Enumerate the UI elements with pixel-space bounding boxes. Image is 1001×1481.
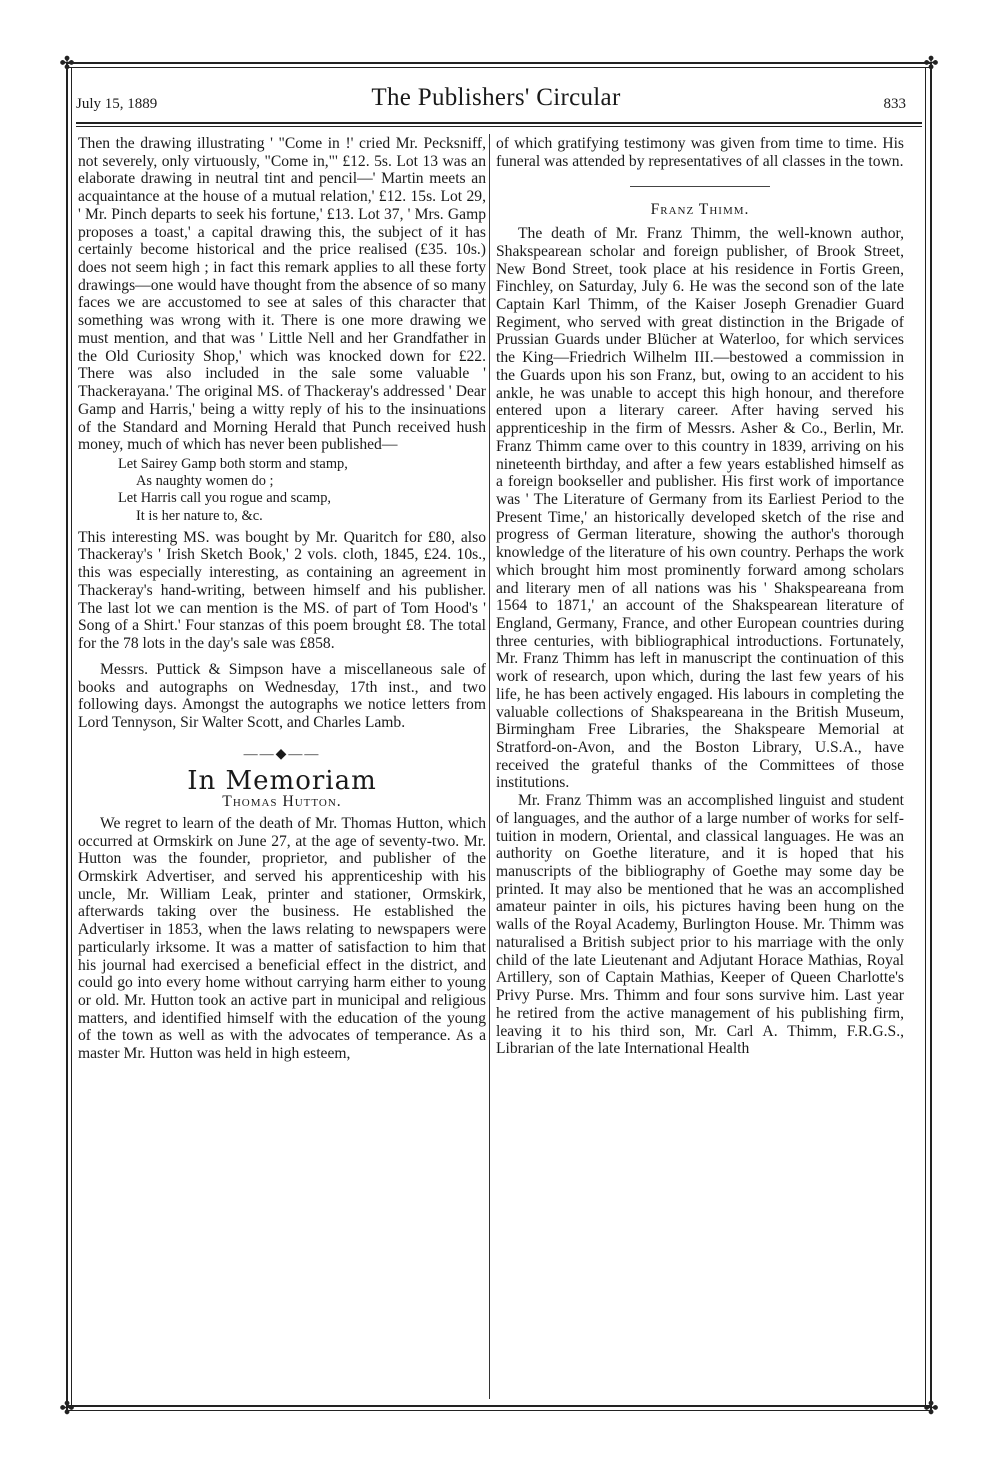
article-paragraph: This interesting MS. was bought by Mr. Quaritch for £80, also Thackeray's ' Irish Sketch Book,' 2 vols. cloth, 1845, £24. 10s., this was especially interesting, as containing an agreement in Thackeray's hand-writing, between himself and his publisher. The last lot we can mention is the MS. of part of Tom Hood's ' Song of a Shirt.' Four stanzas of this poem brought £8. The total for the 78 lots in the day's sale was £858. [78, 528, 486, 653]
header-rule [76, 122, 922, 124]
verse-line: It is her nature to, &c. [136, 507, 263, 524]
left-column [78, 135, 486, 1063]
issue-date: July 15, 1889 [76, 96, 158, 112]
section-ornament-icon: ——◆—— [243, 746, 321, 762]
frame-top-rule [66, 62, 932, 64]
frame-left-rule-inner [71, 67, 72, 1406]
frame-right-rule-inner [925, 67, 926, 1406]
obituary-heading: Thomas Hutton. [222, 793, 342, 811]
verse-line: Let Harris call you rogue and scamp, [118, 490, 331, 507]
verse-line: Let Sairey Gamp both storm and stamp, [118, 455, 348, 472]
article-paragraph: of which gratifying testimony was given from time to time. His funeral was attended by representatives of all classes in the town. [496, 135, 904, 170]
obituary-heading: Franz Thimm. [650, 201, 750, 219]
corner-ornament-icon: ✤ [59, 1398, 75, 1418]
article-paragraph: Mr. Franz Thimm was an accomplished linguist and student of languages, and the author of a large number of works for self-tuition in modern, Oriental, and classical languages. He was an authority on Goethe literature, and it is hoped that his manuscripts of the bibliography of Goethe may some day be printed. It may also be mentioned that he was an accomplished amateur painter in oils, his pictures having been hung on the walls of the Royal Academy, Burlington House. Mr. Thimm was naturalised a British subject prior to his marriage with the only child of the late Lieutenant and Adjutant Horace Mathias, Royal Artillery, son of Captain Mathias, Keeper of Queen Charlotte's Privy Purse. Mrs. Thimm and four sons survive him. Last year he retired from the active management of his publishing firm, leaving it to his third son, Mr. Carl A. Thimm, F.R.G.S., Librarian of the late International Health [496, 792, 904, 1058]
frame-top-rule-inner [66, 67, 932, 68]
page-header [76, 84, 916, 118]
article-paragraph: Then the drawing illustrating ' "Come in !' cried Mr. Pecksniff, not severely, only virtuously, "Come in,"' £12. 5s. Lot 13 was an elaborate drawing in neutral tint and pencil—' Martin meets an acquaintance at the house of a mutual relation,' £12. 15s. Lot 29, ' Mr. Pinch departs to seek his fortune,' £13. Lot 37, ' Mrs. Gamp proposes a toast,' a capital drawing this, the subject of it has certainly become historical and the price realised (£35. 10s.) does not seem high ; in fact this remark applies to all these forty drawings—one would have thought from the absence of so many faces we are accustomed to see at sales of this character that something was wrong with it. There is one more drawing we must mention, and that was ' Little Nell and her Grandfather in the Old Curiosity Shop,' which was knocked down for £22. There was also included in the sale some valuable ' Thackerayana.' The original MS. of Thackeray's addressed ' Dear Gamp and Harris,' being a witty reply of his to the insinuations of the Standard and Morning Herald that Punch received hush money, much of which has never been published— [78, 135, 486, 454]
article-paragraph: Messrs. Puttick & Simpson have a miscellaneous sale of books and autographs on Wednesday, 17th inst., and two following days. Amongst the autographs we notice letters from Lord Tennyson, Sir Walter Scott, and Charles Lamb. [78, 660, 486, 731]
verse-line: As naughty women do ; [136, 473, 274, 490]
frame-left-rule [66, 62, 68, 1411]
corner-ornament-icon: ✤ [923, 1398, 939, 1418]
frame-bottom-rule-inner [66, 1410, 932, 1411]
publication-title: The Publishers' Circular [371, 84, 621, 111]
section-heading: In Memoriam [187, 766, 377, 797]
frame-bottom-rule [66, 1405, 932, 1407]
header-rule-thin [76, 126, 922, 127]
article-paragraph: The death of Mr. Franz Thimm, the well-known author, Shakspearean scholar and foreign publisher, of Brook Street, New Bond Street, took place at his residence in Fortis Green, Finchley, on Saturday, July 6. He was the second son of the late Captain Karl Thimm, of the Kaiser Joseph Grenadier Guard Regiment, who served with great distinction in the Brigade of Prussian Guards under Blücher at Waterloo, for which services the King—Friedrich Wilhelm III.—bestowed a commission in the Guards upon his son Franz, but, owing to an accident to his ankle, he was unable to accept this high honour, and therefore entered upon a literary career. After having served his apprenticeship in the firm of Messrs. Asher & Co., Berlin, Mr. Franz Thimm came over to this country in 1839, arriving on his nineteenth birthday, and after a few years established himself as a foreign bookseller and publisher. His first work of importance was ' The Literature of Germany from its Earliest Period to the Present Time,' an historically developed sketch of the rise and progress of German literature, showing the author's thorough knowledge of the literature of his own country. Perhaps the work which brought him most prominently forward among scholars and literary men of all nations was his ' Shakspeareana from 1564 to 1871,' an account of the Shakspearean literature of England, Germany, France, and other European countries during three centuries, with bibliographical introductions. Fortunately, Mr. Franz Thimm has left in manuscript the continuation of this work of research, upon which, during the last few years of his life, he has been actively engaged. His labours in completing the valuable collections of Shakspeareana in the British Museum, Birmingham Free Libraries, the Shakspeare Memorial at Stratford-on-Avon, and the Boston Library, U.S.A., have received the grateful thanks of the Committees of those institutions. [496, 225, 904, 792]
section-separator [630, 186, 770, 187]
corner-ornament-icon: ✤ [923, 53, 939, 73]
right-column [496, 135, 904, 1058]
article-paragraph: We regret to learn of the death of Mr. Thomas Hutton, which occurred at Ormskirk on June 27, at the age of seventy-two. Mr. Hutton was the founder, proprietor, and publisher of the Ormskirk Advertiser, and served his apprenticeship with his uncle, Mr. William Leak, printer and stationer, Ormskirk, afterwards taking over the business. He established the Advertiser in 1853, when the laws relating to newspapers were particularly irksome. It was a matter of satisfaction to him that his journal had exercised a beneficial effect in the district, and could go into every home without carrying harm either to young or old. Mr. Hutton took an active part in municipal and religious matters, and identified himself with the education of the young of the town as well as with the advocates of temperance. As a master Mr. Hutton was held in high esteem, [78, 814, 486, 1063]
corner-ornament-icon: ✤ [59, 53, 75, 73]
page-number: 833 [883, 96, 906, 112]
frame-right-rule [930, 62, 932, 1411]
verse-quote [78, 456, 486, 525]
column-divider [489, 134, 490, 1399]
